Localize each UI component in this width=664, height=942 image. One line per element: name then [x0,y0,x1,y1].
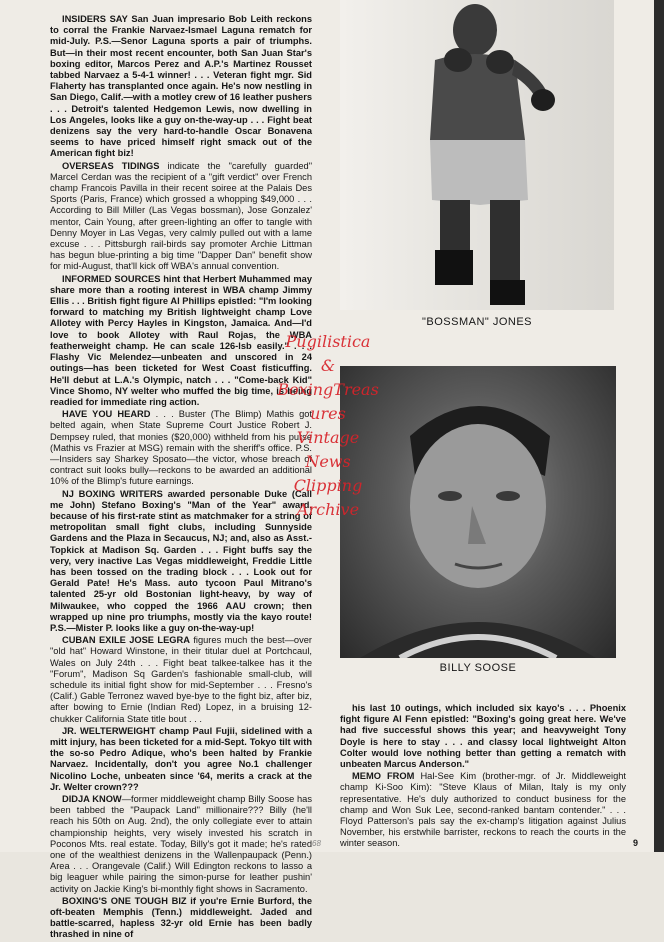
watermark-line: Pugilistica [285,332,371,351]
watermark-line: Vintage [296,428,360,447]
paragraph-lead: CUBAN EXILE JOSE LEGRA [62,635,190,646]
paragraph-lead: NJ BOXING WRITERS [62,488,163,499]
paragraph-text: champ Paul Fujii, sidelined with a mitt injury, has been ticketed for a mid-Sept. Tokyo tilt with the so-so Pedro Adique, who's been halted by Frankie Narvaez. Incidentally, don't you agree No.1 challenger Nicolino Loche, unbeaten since '64, merits a crack at the Jr. Welter crown??? [50,725,313,792]
paragraph-text: Hal-See Kim (brother-mgr. of Jr. Middleweight champ Ki-Soo Kim): "Steve Klaus of Milan, Italy is my only representative. He's duly authorized to conduct business for the champ and Won Suk Lee, second-ranked bantam contender." . . . Floyd Patterson's pals say the ex-champ's litigation against Julius November, his erstwhile barrister, reckons to reach the courts in the winter season. [340,771,627,849]
paragraph-lead: HAVE YOU HEARD [62,409,151,420]
paragraph-text: if you're Ernie Burford, the oft-beaten Memphis (Tenn.) middleweight. Jaded and battle-scarred, hapless 32-yr old Ernie has been badly thrashed in nine of [50,895,313,940]
watermark-line: BoxingTreas [277,380,379,399]
left-column-paragraph [50,635,312,725]
caption-bossman-jones: "BOSSMAN" JONES [421,316,533,328]
paragraph-text: figures much the best—over "old hat" Howard Winstone, in their titular duel at Portchcaul, Wales on July 24th . . . Fight beat talkee-talkee has it the "Forum", Madison Sq Garden's fashionable small-club, will schedule its initial fight show for mid-September . . . Fresno's (Calif.) Gable Terronez waved bye-bye to the fight biz, after biz, after bowing to Ernie (Indian Red) Lopez, in a bruising 12-chukker California State title bout . . . [50,635,312,724]
watermark-line: News [305,452,351,471]
paragraph-text: . . . Buster (The Blimp) Mathis got belted again, when State Supreme Court Justice Robert J. Dempsey ruled, that monies ($20,000) withheld from his purse (Mathis vs Frazier at MSG) remain with the sheriff's office. P.S.—Insiders say Sharkey Sposato—the victor, whose breach of contract suit looks bully—reckons to be awarded an additional 10% of the Blimp's future earnings. [50,409,313,487]
page-number: 9 [632,838,638,848]
caption-billy-soose: BILLY SOOSE [439,662,517,674]
left-column-paragraph [50,161,312,273]
left-column-paragraph [50,14,312,160]
left-column-paragraph [50,896,312,941]
watermark-line: & [320,356,336,375]
left-column-paragraph [50,794,312,895]
right-column-paragraph [340,771,626,849]
paragraph-lead: DIDJA KNOW [62,794,122,805]
paragraph-text: awarded personable Duke (Call me John) Stefano Boxing's "Man of the Year" award, because of his first-rate stint as matchmaker for a string of metropolitan small fight clubs, including Sunnyside Gardens and the Plaza in Secaucus, NJ; and, also as Asst.-Topkick at Madison Sq. Garden . . . Fight buffs say the very, very inactive Las Vegas middleweight, Freddie Little has been tossed on the trading block . . . Look out for Gerald Pate! He's Mass. auto tycoon Paul Mitrano's talented 25-yr old Bostonian light-heavy, by way of Milwaukee, who copped the 1966 AAU crown; then wrapped up nine pro triumphs, mostly via the kayo route! P.S.—Mister P. looks like a guy on-the-way-up! [50,488,313,633]
watermark-line: Clipping [293,476,363,495]
paragraph-lead: OVERSEAS TIDINGS [62,160,160,171]
paragraph-lead: BOXING'S ONE TOUGH BIZ [62,895,187,906]
paragraph-lead: INFORMED SOURCES [62,273,161,284]
left-column-paragraph [50,726,312,793]
page-edge [654,0,664,852]
paragraph-lead: INSIDERS SAY [62,14,128,24]
paragraph-text: San Juan impresario Bob Leith reckons to corral the Frankie Narvaez-Ismael Laguna rematch for mid-July. P.S.—Senor Laguna sports a pair of triumphs. But—in their most recent encounter, both San Juan Star's boxing editor, Marcos Perez and A.P.'s Martinez Rousset tabbed Narvaez a 5-4-1 winner! . . . Veteran fight mgr. Sid Flaherty has transplanted once again. He's now nestling in San Diego, Calif.—with a motley crew of 16 leather pushers . . . Detroit's talented Hedgemon Lewis, now dwelling in Los Angeles, looks like a guy on-the-way-up . . . Fight beat denizens say the very hard-to-handle Oscar Bonavena seems to have priced himself right smack out of the American fight biz! [50,14,312,159]
paragraph-lead: MEMO FROM [352,771,415,782]
right-text-column [340,703,626,851]
paragraph-lead: JR. WELTERWEIGHT [62,725,156,736]
paragraph-text: hint that Herbert Muhammed may share more than a rooting interest in WBA champ Jimmy Ellis . . . British fight figure Al Phillips epistled: "I'm looking forward to matching my British lightweight champ Love Allotey with Percy Hayles in Kingston, Jamaica. And—I'd love to book Allotey with Raul Rojas, the WBA featherweight champ. He can scale 126-lsb easily." . . . Flashy Vic Melendez—unbeaten and unscored in 24 outings—has been ticketed for West Coast fisticuffing. He'll debut at L.A.'s Olympic, natch . . . "Come-back Kid" Vince Shomo, NY welter who muffed the big time, is being readied for immediate ring action. [50,273,313,407]
right-column-paragraph [340,703,626,770]
handwritten-mark: 68 [312,839,321,848]
boxer-figure-image [340,0,614,310]
watermark-stamp [258,330,398,522]
paragraph-text: indicate the "carefully guarded" Marcel Cerdan was the recipient of a "gift verdict" over French champ Francois Pavilla in their recent soiree at the Palais Des Sports (Paris, France) which grossed a whopping $49,000 . . . According to Bill Miller (Las Vegas bossman), Jose Gonzalez' mentor, Cain Young, after green-lighting an offer to tangle with Denny Moyer in Las Vegas, very calmly pulled out with a lame excuse . . . Pittsburgh rail-birds say promoter Archie Littman has begun blue-printing a big time "Dapper Dan" benefit show for mid-August, that'll kick off WBA's annual convention. [50,160,313,272]
paragraph-text: —former middleweight champ Billy Soose has been tabbed the "Paupack Land" millionaire??? Billy (he'll reach his 50th on Aug. 2nd), the only collegiate ever to attain championship heights, very wisely invested his scratch in Poconos Mts. real estate. Today, Billy's got it made; he's rated one of the wealthiest denizens in the Wallenpaupack (Penn.) Area . . . Orangevale (Calif.) Will Edington reckons to lasso a big leaguer while pairing the simon-purse for leather pushin' activity on Jackie King's bi-monthly fight shows in Sacramento. [50,794,312,894]
watermark-line: Archive [296,500,360,519]
photo-bossman-jones [340,0,614,310]
paragraph-text: his last 10 outings, which included six kayo's . . . Phoenix fight figure Al Fenn epistled: "Boxing's going great here. We've had five successful shows this year; and heavyweight Tony Doyle is here to stay . . . and classy local lightweight Alton Colter would love nothing better than getting a rematch with unbeaten Marcus Anderson." [340,703,626,770]
watermark-line: ures [310,404,346,423]
